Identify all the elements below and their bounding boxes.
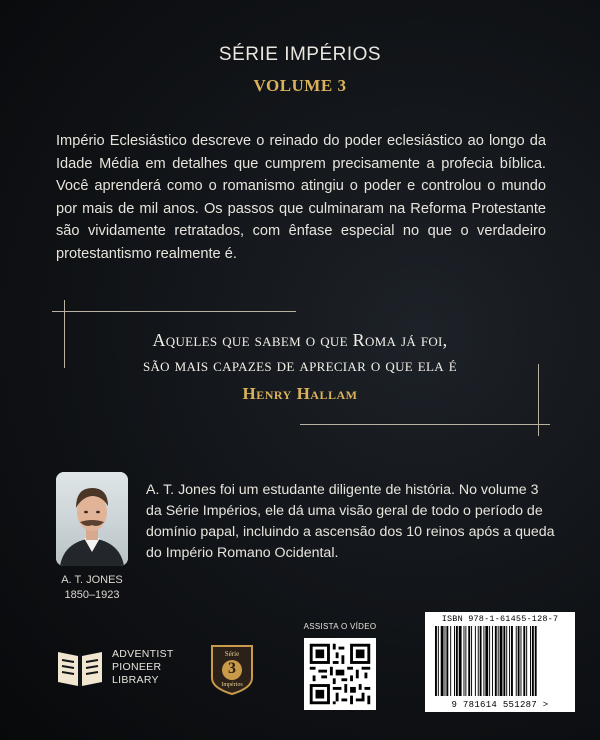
qr-caption: ASSISTA O VÍDEO [303,622,377,631]
publisher-line-3: LIBRARY [112,674,159,686]
quote-line-2: são mais capazes de apreciar o que ela é [142,355,458,375]
publisher-line-1: ADVENTIST [112,648,174,660]
author-name: A. T. JONES [61,574,123,586]
frame-line-bottom [300,424,550,425]
book-logo-icon [56,646,106,688]
author-bio: A. T. Jones foi um estudante diligente de história. No volume 3 da Série Impérios, ele dá uma visão geral de todo o período de domínio papal, incluindo a ascensão dos 10 reinos após a queda do Império Romano Ocidental. [146,482,555,561]
barcode-bars [425,612,575,712]
frame-line-top [52,311,296,312]
publisher-line-2: PIONEER [112,661,162,673]
author-portrait [56,472,128,566]
series-title: SÉRIE IMPÉRIOS [218,44,382,65]
isbn-text: ISBN 978-1-61455-128-7 [441,614,559,624]
volume-label: VOLUME 3 [253,76,347,95]
barcode-number: 9 781614 551287 > [451,700,549,710]
book-description: Império Eclesiástico descreve o reinado do poder eclesiástico ao longo da Idade Média em detalhes que cumprem precisamente a profecia bíblica. Você aprenderá como o romanismo atingiu o poder e controlou o mundo por mais de mil anos. Os passos que culminaram na Reforma Protestante são vividamente retratados, com ênfase especial no que o verdadeiro protestantismo realmente é. [56,133,546,262]
quote [0,328,600,378]
badge-number: 3 [228,660,236,677]
author-years: 1850–1923 [64,589,120,601]
series-badge [208,644,256,696]
publisher-name [112,648,174,687]
quote-author: Henry Hallam [242,384,358,403]
quote-line-1: Aqueles que sabem o que Roma já foi, [152,330,448,350]
qr-code[interactable] [304,638,376,710]
badge-top: Série [224,650,240,658]
badge-bottom: Impérios [221,682,243,688]
barcode [425,612,575,712]
